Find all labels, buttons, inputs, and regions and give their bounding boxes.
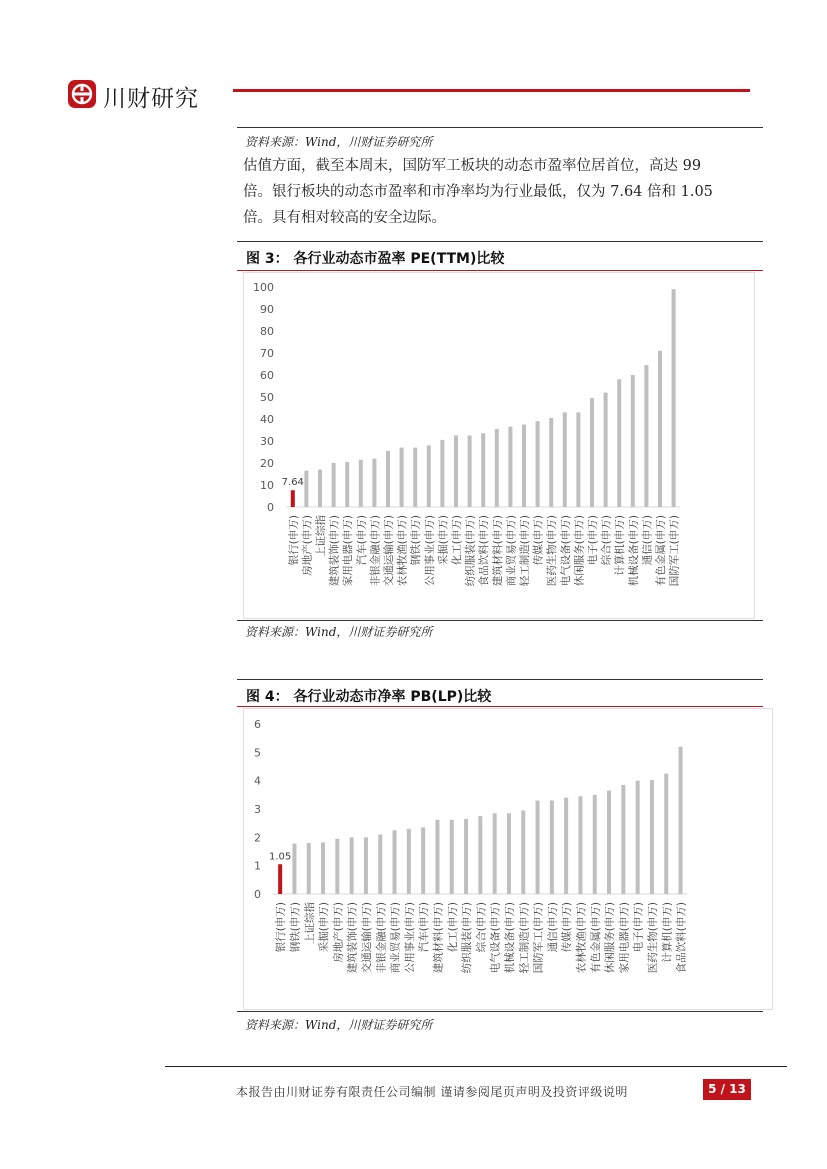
page-number-badge: 5 / 13 <box>703 1079 751 1100</box>
pb-bar <box>292 844 296 894</box>
pb-bar <box>564 798 568 894</box>
pb-category-label: 非银金融(申万) <box>375 902 388 974</box>
footer-disclaimer: 本报告由川财证券有限责任公司编制 谨请参阅尾页声明及投资评级说明 <box>236 1085 628 1099</box>
pb-bar <box>536 801 540 895</box>
pb-bar-chart <box>244 709 772 1009</box>
pe-bar <box>604 393 608 507</box>
pb-bar <box>664 774 668 894</box>
figure-3-title: 图 3： 各行业动态市盈率 PE(TTM)比较 <box>246 251 505 267</box>
pb-bar <box>378 835 382 895</box>
pe-y-tick-label: 60 <box>260 369 274 382</box>
pb-bar <box>578 796 582 894</box>
pb-chart-frame <box>243 708 773 1010</box>
pe-category-label: 休闲服务(申万) <box>573 515 586 587</box>
pe-category-label: 家用电器(申万) <box>342 515 355 587</box>
pb-category-label: 建筑装饰(申万) <box>346 902 359 974</box>
pe-y-tick-label: 100 <box>253 281 274 294</box>
pb-bar <box>278 864 282 894</box>
pb-category-label: 传媒(申万) <box>561 902 574 953</box>
pe-bar <box>454 436 458 508</box>
pe-bar <box>536 421 540 507</box>
pe-bar-chart <box>244 273 754 618</box>
pe-bar <box>672 289 676 507</box>
pe-bar <box>400 448 404 507</box>
pb-y-tick-label: 1 <box>254 859 261 873</box>
pe-category-label: 电气设备(申万) <box>559 515 572 587</box>
pb-category-label: 银行(申万) <box>275 902 288 953</box>
footer-rule <box>165 1066 787 1067</box>
pe-bar <box>345 462 349 507</box>
figure-4-title: 图 4： 各行业动态市净率 PB(LP)比较 <box>246 689 492 705</box>
pb-category-label: 钢铁(申万) <box>289 902 302 953</box>
pe-bar <box>291 490 295 507</box>
pe-bar <box>576 412 580 507</box>
pb-data-label: 1.05 <box>269 851 292 863</box>
pe-category-label: 建筑装饰(申万) <box>328 515 341 587</box>
pe-category-label: 交通运输(申万) <box>383 515 395 587</box>
pb-category-label: 电气设备(申万) <box>489 902 502 974</box>
pe-category-label: 农林牧渔(申万) <box>396 515 409 587</box>
pe-bar <box>304 471 308 507</box>
pb-bar <box>650 780 654 894</box>
pb-y-tick-label: 4 <box>254 774 261 788</box>
pe-data-label: 7.64 <box>281 477 304 489</box>
chuancai-logo-icon <box>67 79 97 109</box>
pb-bar <box>407 829 411 894</box>
pb-category-label: 化工(申万) <box>446 902 459 953</box>
pb-bar <box>493 813 497 894</box>
pb-bar <box>478 816 482 894</box>
pb-category-label: 计算机(申万) <box>661 902 674 963</box>
header-rule <box>233 89 750 92</box>
pb-bar <box>307 843 311 894</box>
pe-bar <box>413 448 417 507</box>
pe-category-label: 通信(申万) <box>641 515 654 566</box>
pe-bar <box>468 436 472 508</box>
pe-chart-frame <box>243 272 755 619</box>
pb-bar <box>636 781 640 894</box>
pb-y-tick-label: 2 <box>254 831 261 845</box>
pe-category-label: 公用事业(申万) <box>423 515 436 587</box>
pe-category-label: 计算机(申万) <box>614 515 627 576</box>
pe-bar <box>590 398 594 507</box>
pb-bar <box>350 837 354 894</box>
pb-bar <box>335 839 339 894</box>
figure-title-rule <box>237 706 763 707</box>
pe-category-label: 银行(申万) <box>287 515 300 566</box>
pe-category-label: 上证综指 <box>315 515 327 557</box>
pb-bar <box>421 827 425 894</box>
pe-y-tick-label: 40 <box>260 413 274 426</box>
pe-category-label: 综合(申万) <box>600 515 613 566</box>
pb-category-label: 轻工制造(申万) <box>518 902 531 974</box>
figure-4-source: 资料来源：Wind，川财证券研究所 <box>245 1018 433 1032</box>
pe-category-label: 采掘(申万) <box>437 515 450 566</box>
pe-bar <box>631 375 635 507</box>
pe-category-label: 商业贸易(申万) <box>505 515 518 587</box>
pe-category-label: 化工(申万) <box>451 515 463 566</box>
pe-category-label: 有色金属(申万) <box>655 515 667 587</box>
pe-y-tick-label: 30 <box>260 435 274 448</box>
pe-bar <box>522 425 526 508</box>
paragraph-line: 估值方面，截至本周末，国防军工板块的动态市盈率位居首位，高达 99 <box>243 158 702 174</box>
pb-y-tick-label: 0 <box>254 888 261 901</box>
pe-bar <box>359 460 363 507</box>
pb-bar <box>679 747 683 894</box>
pb-category-label: 公用事业(申万) <box>403 902 416 974</box>
figure-title-rule <box>237 270 763 271</box>
brand-name: 川财研究 <box>103 86 199 112</box>
section-rule <box>237 127 763 128</box>
pb-category-label: 家用电器(申万) <box>618 902 631 974</box>
pb-bar <box>621 785 625 894</box>
pb-category-label: 汽车(申万) <box>418 902 431 953</box>
pb-bar <box>393 830 397 894</box>
pb-bar <box>364 837 368 894</box>
pe-category-label: 房地产(申万) <box>301 515 314 576</box>
pe-bar <box>386 451 390 507</box>
pe-category-label: 纺织服装(申万) <box>464 515 477 587</box>
pe-category-label: 机械设备(申万) <box>627 515 640 587</box>
pb-category-label: 国防军工(申万) <box>532 902 545 974</box>
pe-category-label: 建筑材料(申万) <box>491 515 504 587</box>
pb-bar <box>435 820 439 894</box>
pb-category-label: 机械设备(申万) <box>503 902 516 974</box>
pe-category-label: 轻工制造(申万) <box>519 515 531 587</box>
pe-y-tick-label: 70 <box>260 347 274 360</box>
body-paragraph <box>243 153 753 231</box>
pb-bar <box>321 842 325 894</box>
pb-bar <box>550 801 554 895</box>
pe-bar <box>508 427 512 507</box>
pb-category-label: 房地产(申万) <box>332 902 345 963</box>
pb-bar <box>521 810 525 894</box>
pe-y-tick-label: 90 <box>260 303 274 316</box>
pb-category-label: 采掘(申万) <box>318 902 331 953</box>
pe-category-label: 食品饮料(申万) <box>478 515 491 587</box>
pe-category-label: 国防军工(申万) <box>668 515 681 587</box>
pb-y-tick-label: 3 <box>254 803 261 816</box>
pe-bar <box>495 429 499 507</box>
paragraph-line: 倍。具有相对较高的安全边际。 <box>243 210 446 226</box>
pb-bar <box>507 813 511 894</box>
pb-category-label: 电子(申万) <box>632 902 645 953</box>
pb-category-label: 休闲服务(申万) <box>604 902 617 974</box>
pb-category-label: 商业贸易(申万) <box>389 902 402 974</box>
pe-bar <box>658 351 662 507</box>
pe-category-label: 钢铁(申万) <box>410 515 423 566</box>
pe-bar <box>427 445 431 507</box>
paragraph-line: 倍。银行板块的动态市盈率和市净率均为行业最低，仅为 7.64 倍和 1.05 <box>243 184 713 200</box>
pe-y-tick-label: 20 <box>260 457 274 470</box>
pb-category-label: 上证综指 <box>303 902 316 944</box>
pe-category-label: 电子(申万) <box>587 515 599 566</box>
pb-category-label: 食品饮料(申万) <box>675 902 688 974</box>
figure-top-rule <box>237 679 763 680</box>
pe-bar <box>318 470 322 507</box>
pe-bar <box>372 459 376 507</box>
pe-bar <box>563 412 567 507</box>
pe-bar <box>332 463 336 507</box>
pb-bar <box>464 819 468 894</box>
pe-bar <box>440 440 444 507</box>
figure-top-rule <box>237 241 763 242</box>
pe-bar <box>549 418 553 507</box>
source-note: 资料来源：Wind，川财证券研究所 <box>245 135 433 149</box>
pe-category-label: 非银金融(申万) <box>369 515 382 587</box>
pb-category-label: 农林牧渔(申万) <box>575 902 588 974</box>
pe-y-tick-label: 10 <box>260 479 274 492</box>
pb-category-label: 有色金属(申万) <box>589 902 602 974</box>
pb-category-label: 综合(申万) <box>475 902 488 953</box>
pe-category-label: 汽车(申万) <box>355 515 368 566</box>
pe-y-tick-label: 0 <box>267 501 274 514</box>
pb-bar <box>593 795 597 894</box>
pb-bar <box>607 791 611 894</box>
pe-bar <box>617 379 621 507</box>
pb-category-label: 交通运输(申万) <box>360 902 373 974</box>
pe-y-tick-label: 80 <box>260 325 274 338</box>
pb-category-label: 建筑材料(申万) <box>432 902 445 974</box>
figure-bottom-rule <box>237 1011 763 1012</box>
figure-3-source: 资料来源：Wind，川财证券研究所 <box>245 625 433 639</box>
pb-bar <box>450 820 454 894</box>
figure-bottom-rule <box>237 620 763 621</box>
pb-category-label: 纺织服装(申万) <box>461 902 474 974</box>
pe-y-tick-label: 50 <box>260 391 274 404</box>
pe-bar <box>644 365 648 507</box>
pe-category-label: 医药生物(申万) <box>546 515 559 587</box>
pe-category-label: 传媒(申万) <box>532 515 545 566</box>
pe-bar <box>481 433 485 507</box>
pb-y-tick-label: 5 <box>254 746 261 760</box>
pb-category-label: 医药生物(申万) <box>646 902 659 974</box>
pb-category-label: 通信(申万) <box>546 902 559 953</box>
pb-y-tick-label: 6 <box>254 718 261 731</box>
